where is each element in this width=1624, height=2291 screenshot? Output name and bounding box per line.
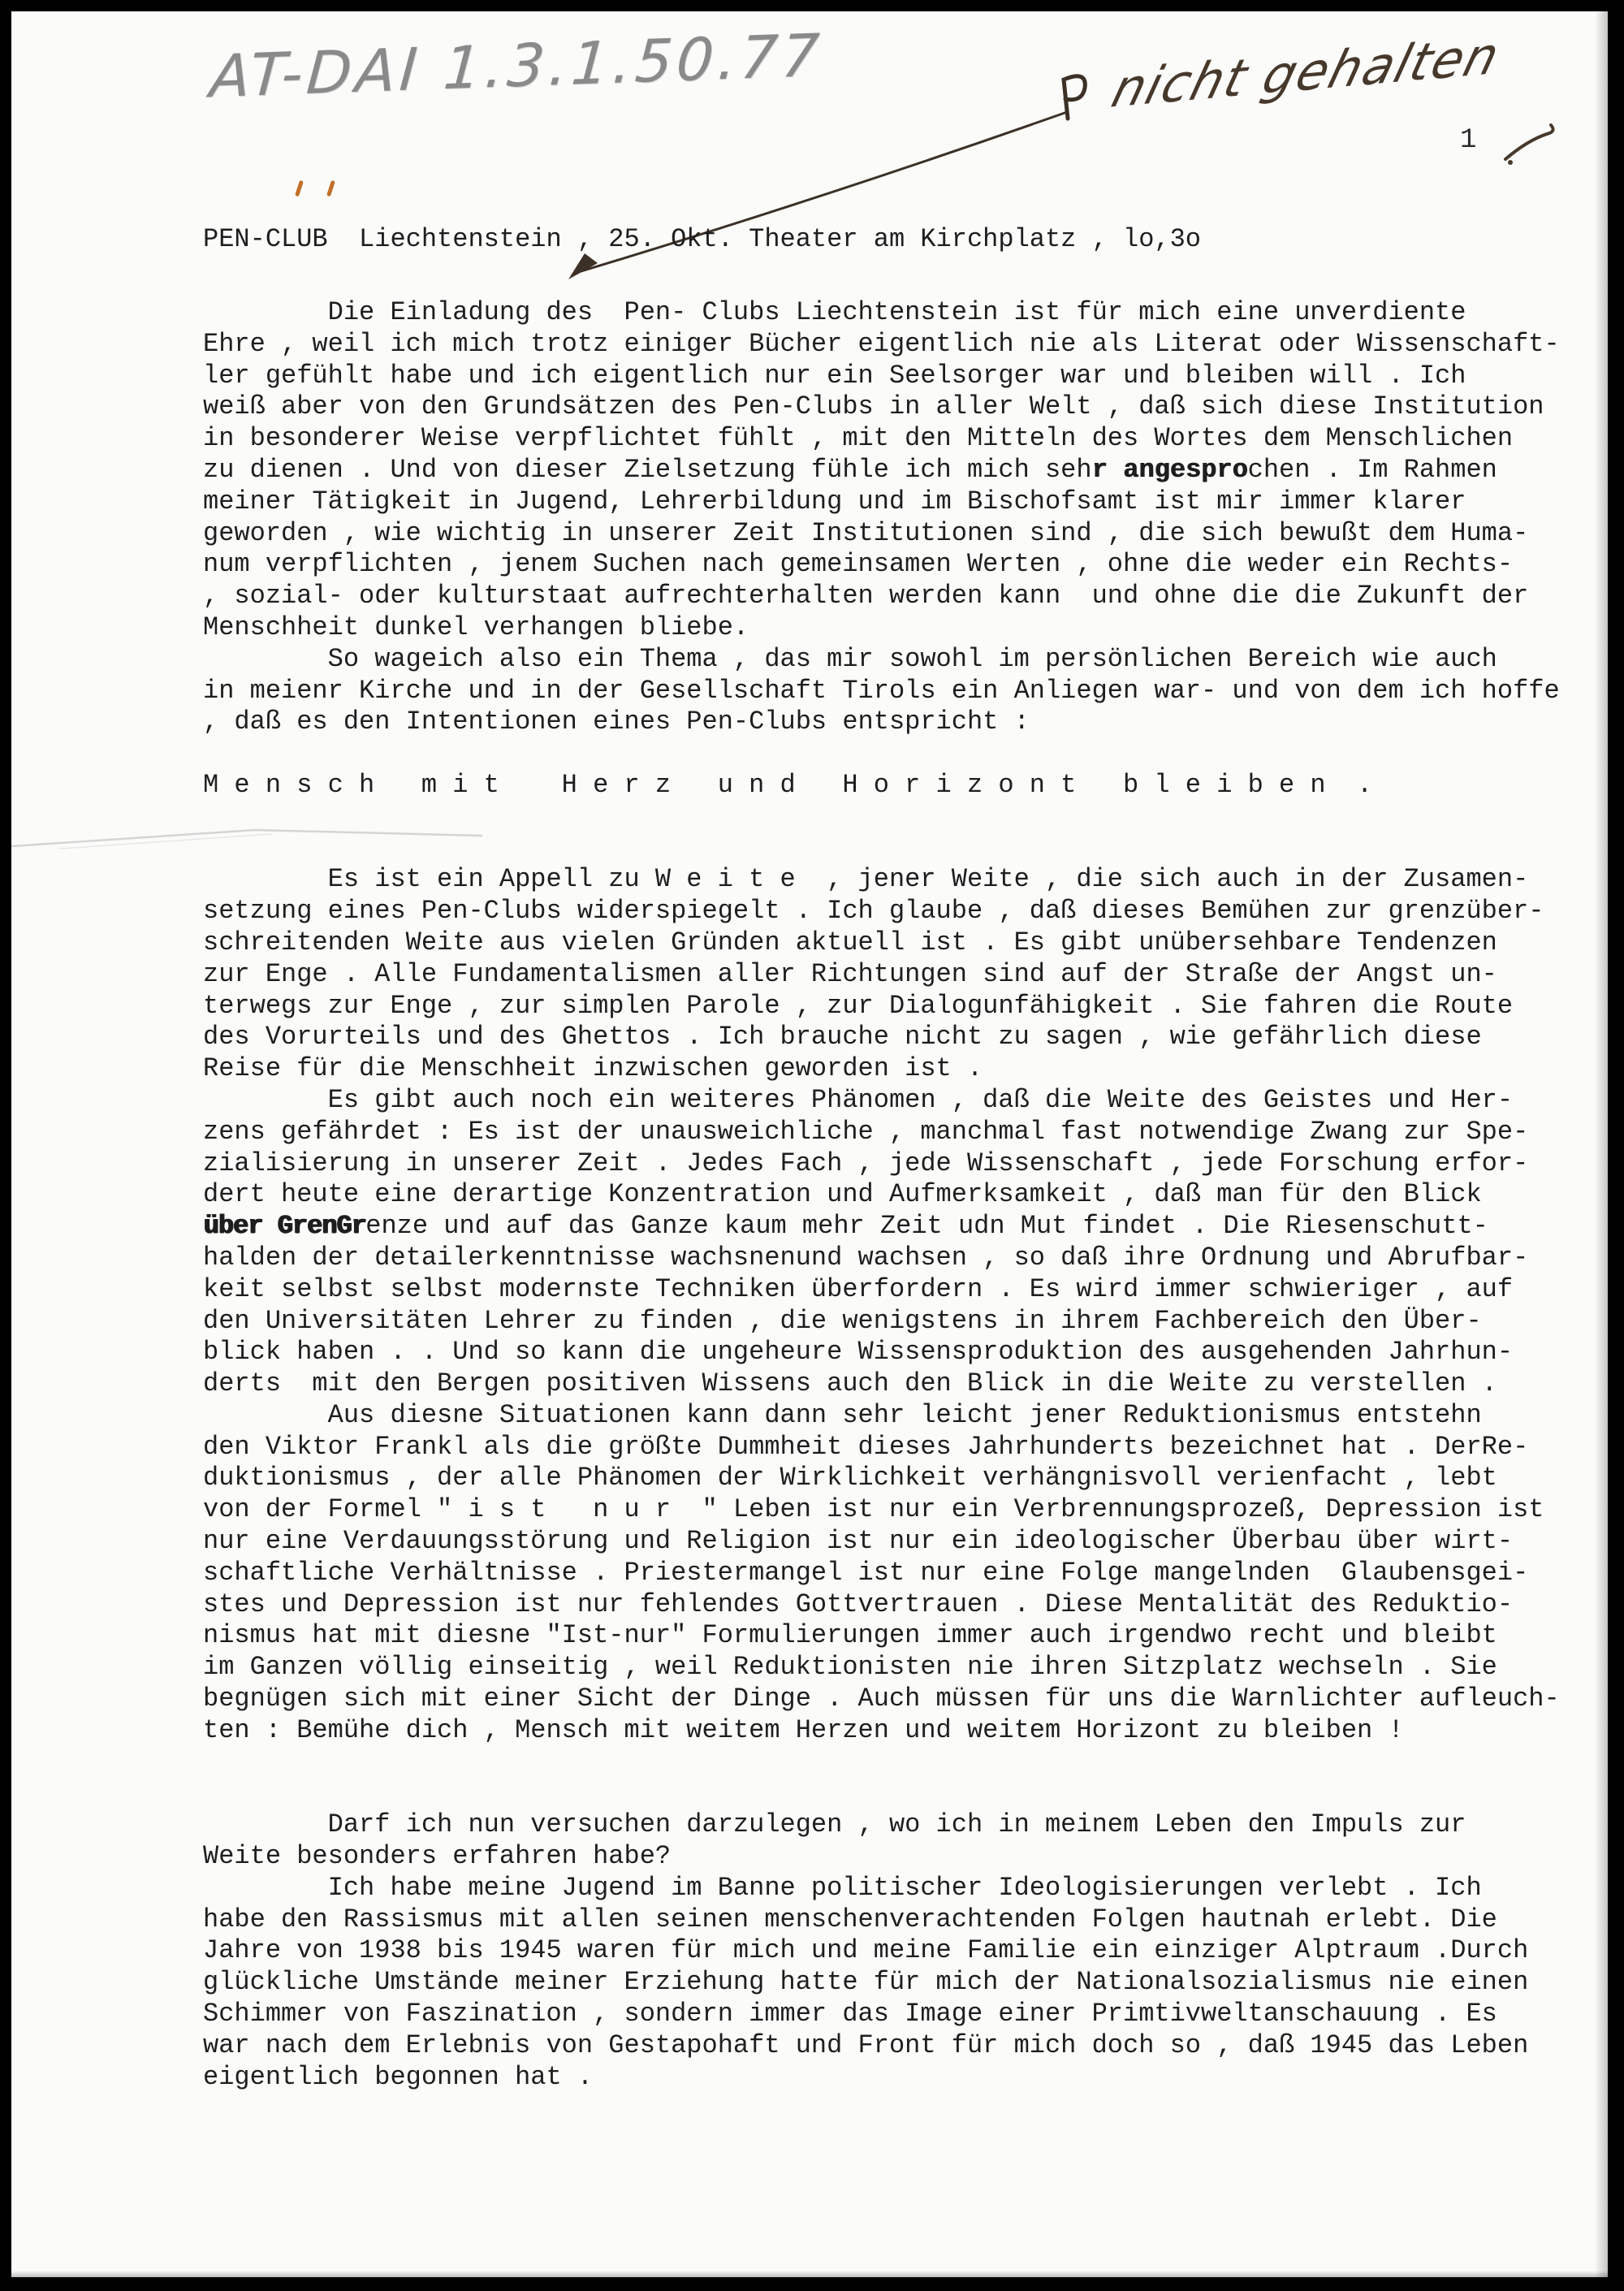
text-line: über GrenGrenze und auf das Ganze kaum mehr Zeit udn Mut findet . Die Riesenschutt- (203, 1211, 1488, 1242)
handwritten-cancellation-note: nicht gehalten (1105, 24, 1507, 120)
text-line: Darf ich nun versuchen darzulegen , wo ich in meinem Leben den Impuls zur (203, 1809, 1466, 1840)
blank-line (203, 833, 1619, 865)
pen-stroke-arrow-icon (499, 68, 1132, 287)
text-line: ten : Bemühe dich , Mensch mit weitem Herzen und weitem Horizont zu bleiben ! (203, 1714, 1404, 1745)
text-line: weiß aber von den Grundsätzen des Pen-Clubs in aller Welt , daß sich diese Institution (203, 391, 1544, 422)
text-line: meiner Tätigkeit in Jugend, Lehrerbildung und im Bischofsamt ist mir immer klarer (203, 486, 1466, 517)
text-line: Ehre , weil ich mich trotz einiger Bücher eigentlich nie als Literat oder Wissenschaft- (203, 328, 1560, 359)
text-line: Jahre von 1938 bis 1945 waren für mich und meine Familie ein einziger Alptraum .Durch (203, 1935, 1529, 1966)
text-line: zens gefährdet : Es ist der unausweichliche , manchmal fast notwendige Zwang zur Spe- (203, 1116, 1529, 1147)
text-line: Weite besonders erfahren habe? (203, 1841, 672, 1872)
text-line: Es gibt auch noch ein weiteres Phänomen , daß die Weite des Geistes und Her- (203, 1084, 1514, 1115)
text-line: stes und Depression ist nur fehlendes Gottvertrauen . Diese Mentalität des Reduktio- (203, 1589, 1514, 1619)
blank-line (203, 802, 1619, 833)
text-line: ler gefühlt habe und ich eigentlich nur ein Seelsorger war und bleiben will . Ich (203, 360, 1466, 391)
text-line: begnügen sich mit einer Sicht der Dinge . Auch müssen für uns die Warnlichter aufleuch- (203, 1684, 1560, 1714)
text-line: eigentlich begonnen hat . (203, 2061, 594, 2092)
handwritten-archive-code: AT-DAI 1.3.1.50.77 (208, 20, 826, 111)
text-line: nismus hat mit diesne "Ist-nur" Formulierungen immer auch irgendwo recht und bleibt (203, 1620, 1497, 1651)
blank-line (203, 738, 1619, 770)
text-line: duktionismus , der alle Phänomen der Wirklichkeit verhängnisvoll verienfacht , lebt (203, 1463, 1497, 1493)
text-line: , sozial- oder kulturstaat aufrechterhalten werden kann und ohne die die Zukunft der (203, 581, 1529, 612)
text-line: Es ist ein Appell zu W e i t e , jener Weite , die sich auch in der Zusamen- (203, 864, 1529, 895)
text-line: Schimmer von Faszination , sondern immer das Image einer Primtivweltanschauung . Es (203, 1999, 1497, 2029)
title-line: PEN-CLUB Liechtenstein , 25. Okt. Theater am Kirchplatz , lo,3o (203, 224, 1201, 254)
blank-line (203, 1747, 1619, 1779)
text-line: Aus diesne Situationen kann dann sehr leicht jener Reduktionismus entstehn (203, 1399, 1482, 1430)
text-line: M e n s c h m i t H e r z u n d H o r i z o n t b l e i b e n . (203, 769, 1373, 800)
text-line: Menschheit dunkel verhangen bliebe. (203, 612, 749, 642)
text-line: blick haben . . Und so kann die ungeheure Wissensproduktion des ausgehenden Jahrhun- (203, 1337, 1514, 1368)
text-line: Ich habe meine Jugend im Banne politischer Ideologisierungen verlebt . Ich (203, 1872, 1482, 1903)
text-line: keit selbst selbst modernste Techniken überfordern . Es wird immer schwieriger , auf (203, 1273, 1514, 1304)
text-line: im Ganzen völlig einseitig , weil Reduktionisten nie ihren Sitzplatz wechseln . Sie (203, 1652, 1497, 1683)
text-line: derts mit den Bergen positiven Wissens auch den Blick in die Weite zu verstellen . (203, 1368, 1497, 1399)
text-line: in meienr Kirche und in der Gesellschaft Tirols ein Anliegen war- und von dem ich hoffe (203, 675, 1560, 706)
text-line: zu dienen . Und von dieser Zielsetzung fühle ich mich sehr angesprochen . Im Rahmen (203, 454, 1497, 485)
text-line: geworden , wie wichtig in unserer Zeit Institutionen sind , die sich bewußt dem Huma- (203, 517, 1529, 548)
text-line: von der Formel " i s t n u r " Leben ist nur ein Verbrennungsprozeß, Depression ist (203, 1494, 1544, 1525)
blank-line (203, 1778, 1619, 1809)
page-number: 1 (1460, 125, 1477, 156)
text-line: habe den Rassismus mit allen seinen menschenverachtenden Folgen hautnah erlebt. Die (203, 1904, 1497, 1934)
typed-body (203, 297, 1619, 2093)
text-line: schreitenden Weite aus vielen Gründen aktuell ist . Es gibt unübersehbare Tendenzen (203, 927, 1497, 957)
text-line: dert heute eine derartige Konzentration und Aufmerksamkeit , daß man für den Blick (203, 1179, 1482, 1210)
text-line: schaftliche Verhältnisse . Priestermangel ist nur eine Folge mangelnden Glaubensgei- (203, 1557, 1529, 1588)
text-line: setzung eines Pen-Clubs widerspiegelt . Ich glaube , daß dieses Bemühen zur grenzüber- (203, 896, 1544, 927)
ink-tick-icon (1496, 115, 1569, 172)
text-line: terwegs zur Enge , zur simplen Parole , zur Dialogunfähigkeit . Sie fahren die Route (203, 990, 1514, 1021)
text-line: nur eine Verdauungsstörung und Religion ist nur ein ideologischer Überbau über wirt- (203, 1526, 1514, 1557)
orange-pencil-ticks (297, 180, 361, 201)
text-line: , daß es den Intentionen eines Pen-Clubs entspricht : (203, 707, 1030, 737)
text-line: zialisierung in unserer Zeit . Jedes Fach , jede Wissenschaft , jede Forschung erfor- (203, 1148, 1529, 1178)
text-line: war nach dem Erlebnis von Gestapohaft und Front für mich doch so , daß 1945 das Leben (203, 2029, 1529, 2060)
text-line: des Vorurteils und des Ghettos . Ich brauche nicht zu sagen , wie gefährlich diese (203, 1022, 1482, 1053)
text-line: Die Einladung des Pen- Clubs Liechtenstein ist für mich eine unverdiente (203, 297, 1466, 327)
text-line: den Universitäten Lehrer zu finden , die wenigstens in ihrem Fachbereich den Über- (203, 1305, 1482, 1336)
text-line: Reise für die Menschheit inzwischen geworden ist . (203, 1053, 983, 1084)
text-line: den Viktor Frankl als die größte Dummheit dieses Jahrhunderts bezeichnet hat . DerRe- (203, 1431, 1529, 1462)
text-line: glückliche Umstände meiner Erziehung hatte für mich der Nationalsozialismus nie einen (203, 1967, 1529, 1998)
text-line: in besonderer Weise verpflichtet fühlt , mit den Mitteln des Wortes dem Menschlichen (203, 423, 1514, 454)
text-line: So wageich also ein Thema , das mir sowohl im persönlichen Bereich wie auch (203, 643, 1497, 674)
document-page (11, 11, 1608, 2277)
text-line: halden der detailerkenntnisse wachsnenund wachsen , so daß ihre Ordnung und Abrufbar- (203, 1242, 1529, 1273)
text-line: num verpflichten , jenem Suchen nach gemeinsamen Werten , ohne die weder ein Rechts- (203, 549, 1514, 580)
text-line: zur Enge . Alle Fundamentalismen aller Richtungen sind auf der Straße der Angst un- (203, 958, 1497, 989)
